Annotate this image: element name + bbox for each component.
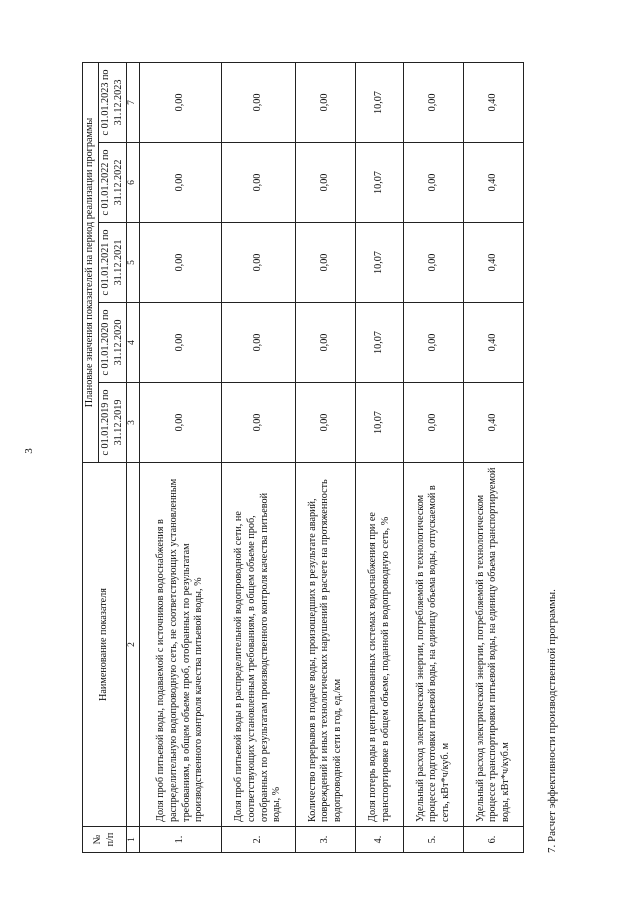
indicator-value: 0,00 [222, 143, 296, 223]
indicator-name: Доля проб питьевой воды в распределительной водопроводной сети, не соответствующих установленным требованиям, в общем объеме проб, отобранных по результатам производственного контроля качества питьевой воды, % [222, 463, 296, 827]
column-number: 2 [127, 463, 140, 827]
col-num-header: № п/п [83, 827, 127, 853]
indicator-name: Доля проб питьевой воды, подаваемой с источников водоснабжения в распределительную водопроводную сеть, не соответствующих установленным требованиям, в общем объеме проб, отобранных по результатам производственного контроля качества питьевой воды, % [140, 463, 222, 827]
row-number: 2. [222, 827, 296, 853]
table-row [356, 62, 404, 852]
indicator-value: 0,00 [404, 303, 464, 383]
indicator-value: 0,00 [296, 303, 356, 383]
period-header: с 01.01.2019 по 31.12.2019 [98, 383, 127, 463]
indicator-value: 0,00 [404, 223, 464, 303]
indicator-name: Количество перерывов в подаче воды, произошедших в результате аварий, повреждений и иных технологических нарушений в расчете на протяженность водопроводной сети в год, ед./км [296, 463, 356, 827]
indicator-value: 0,00 [296, 383, 356, 463]
period-header: с 01.01.2020 по 31.12.2020 [98, 303, 127, 383]
indicator-name: Удельный расход электрической энергии, потребляемой в технологическом процессе подготовки питьевой воды, на единицу объема воды, отпускаемой в сеть, кВт*ч/куб. м [404, 463, 464, 827]
column-number: 3 [127, 383, 140, 463]
indicator-value: 0,00 [404, 62, 464, 142]
indicator-value: 0,00 [222, 383, 296, 463]
section-heading: 7. Расчет эффективности производственной программы. [546, 589, 558, 853]
page-number: 3 [22, 448, 35, 454]
indicator-value: 0,00 [140, 62, 222, 142]
indicator-value: 0,00 [140, 223, 222, 303]
row-number: 5. [404, 827, 464, 853]
indicator-value: 10,07 [356, 223, 404, 303]
indicator-value: 0,40 [464, 143, 524, 223]
indicator-value: 0,00 [140, 303, 222, 383]
table-row [404, 62, 464, 852]
indicator-value: 10,07 [356, 303, 404, 383]
col-name-header: Наименование показателя [83, 463, 127, 827]
table-row [296, 62, 356, 852]
indicator-value: 10,07 [356, 143, 404, 223]
row-number: 1. [140, 827, 222, 853]
column-number: 7 [127, 62, 140, 142]
indicator-value: 0,40 [464, 62, 524, 142]
column-number: 5 [127, 223, 140, 303]
table-row [464, 62, 524, 852]
period-header: с 01.01.2021 по 31.12.2021 [98, 223, 127, 303]
indicator-value: 0,00 [296, 223, 356, 303]
column-number: 1 [127, 827, 140, 853]
indicator-value: 0,40 [464, 303, 524, 383]
indicator-value: 0,00 [222, 62, 296, 142]
indicator-value: 10,07 [356, 62, 404, 142]
indicator-name: Доля потерь воды в централизованных системах водоснабжения при ее транспортировке в общем объеме, поданной в водопроводную сеть, % [356, 463, 404, 827]
indicators-table [82, 62, 524, 853]
indicator-value: 0,40 [464, 223, 524, 303]
row-number: 3. [296, 827, 356, 853]
indicator-value: 10,07 [356, 383, 404, 463]
table-row [140, 62, 222, 852]
indicator-value: 0,00 [404, 383, 464, 463]
column-number: 4 [127, 303, 140, 383]
period-header: с 01.01.2022 по 31.12.2022 [98, 143, 127, 223]
indicator-value: 0,00 [140, 143, 222, 223]
indicator-value: 0,00 [296, 143, 356, 223]
indicator-name: Удельный расход электрической энергии, потребляемой в технологическом процессе транспортировки питьевой воды, на единицу объема транспортируемой воды, кВт*ч/куб.м [464, 463, 524, 827]
indicator-value: 0,00 [404, 143, 464, 223]
indicator-value: 0,40 [464, 383, 524, 463]
table-row [222, 62, 296, 852]
column-number: 6 [127, 143, 140, 223]
indicator-value: 0,00 [222, 303, 296, 383]
indicator-value: 0,00 [140, 383, 222, 463]
indicator-value: 0,00 [222, 223, 296, 303]
row-number: 4. [356, 827, 404, 853]
period-header: с 01.01.2023 по 31.12.2023 [98, 62, 127, 142]
row-number: 6. [464, 827, 524, 853]
rotated-document [82, 63, 558, 853]
indicator-value: 0,00 [296, 62, 356, 142]
group-header: Плановые значения показателей на период реализации программы [83, 62, 99, 462]
